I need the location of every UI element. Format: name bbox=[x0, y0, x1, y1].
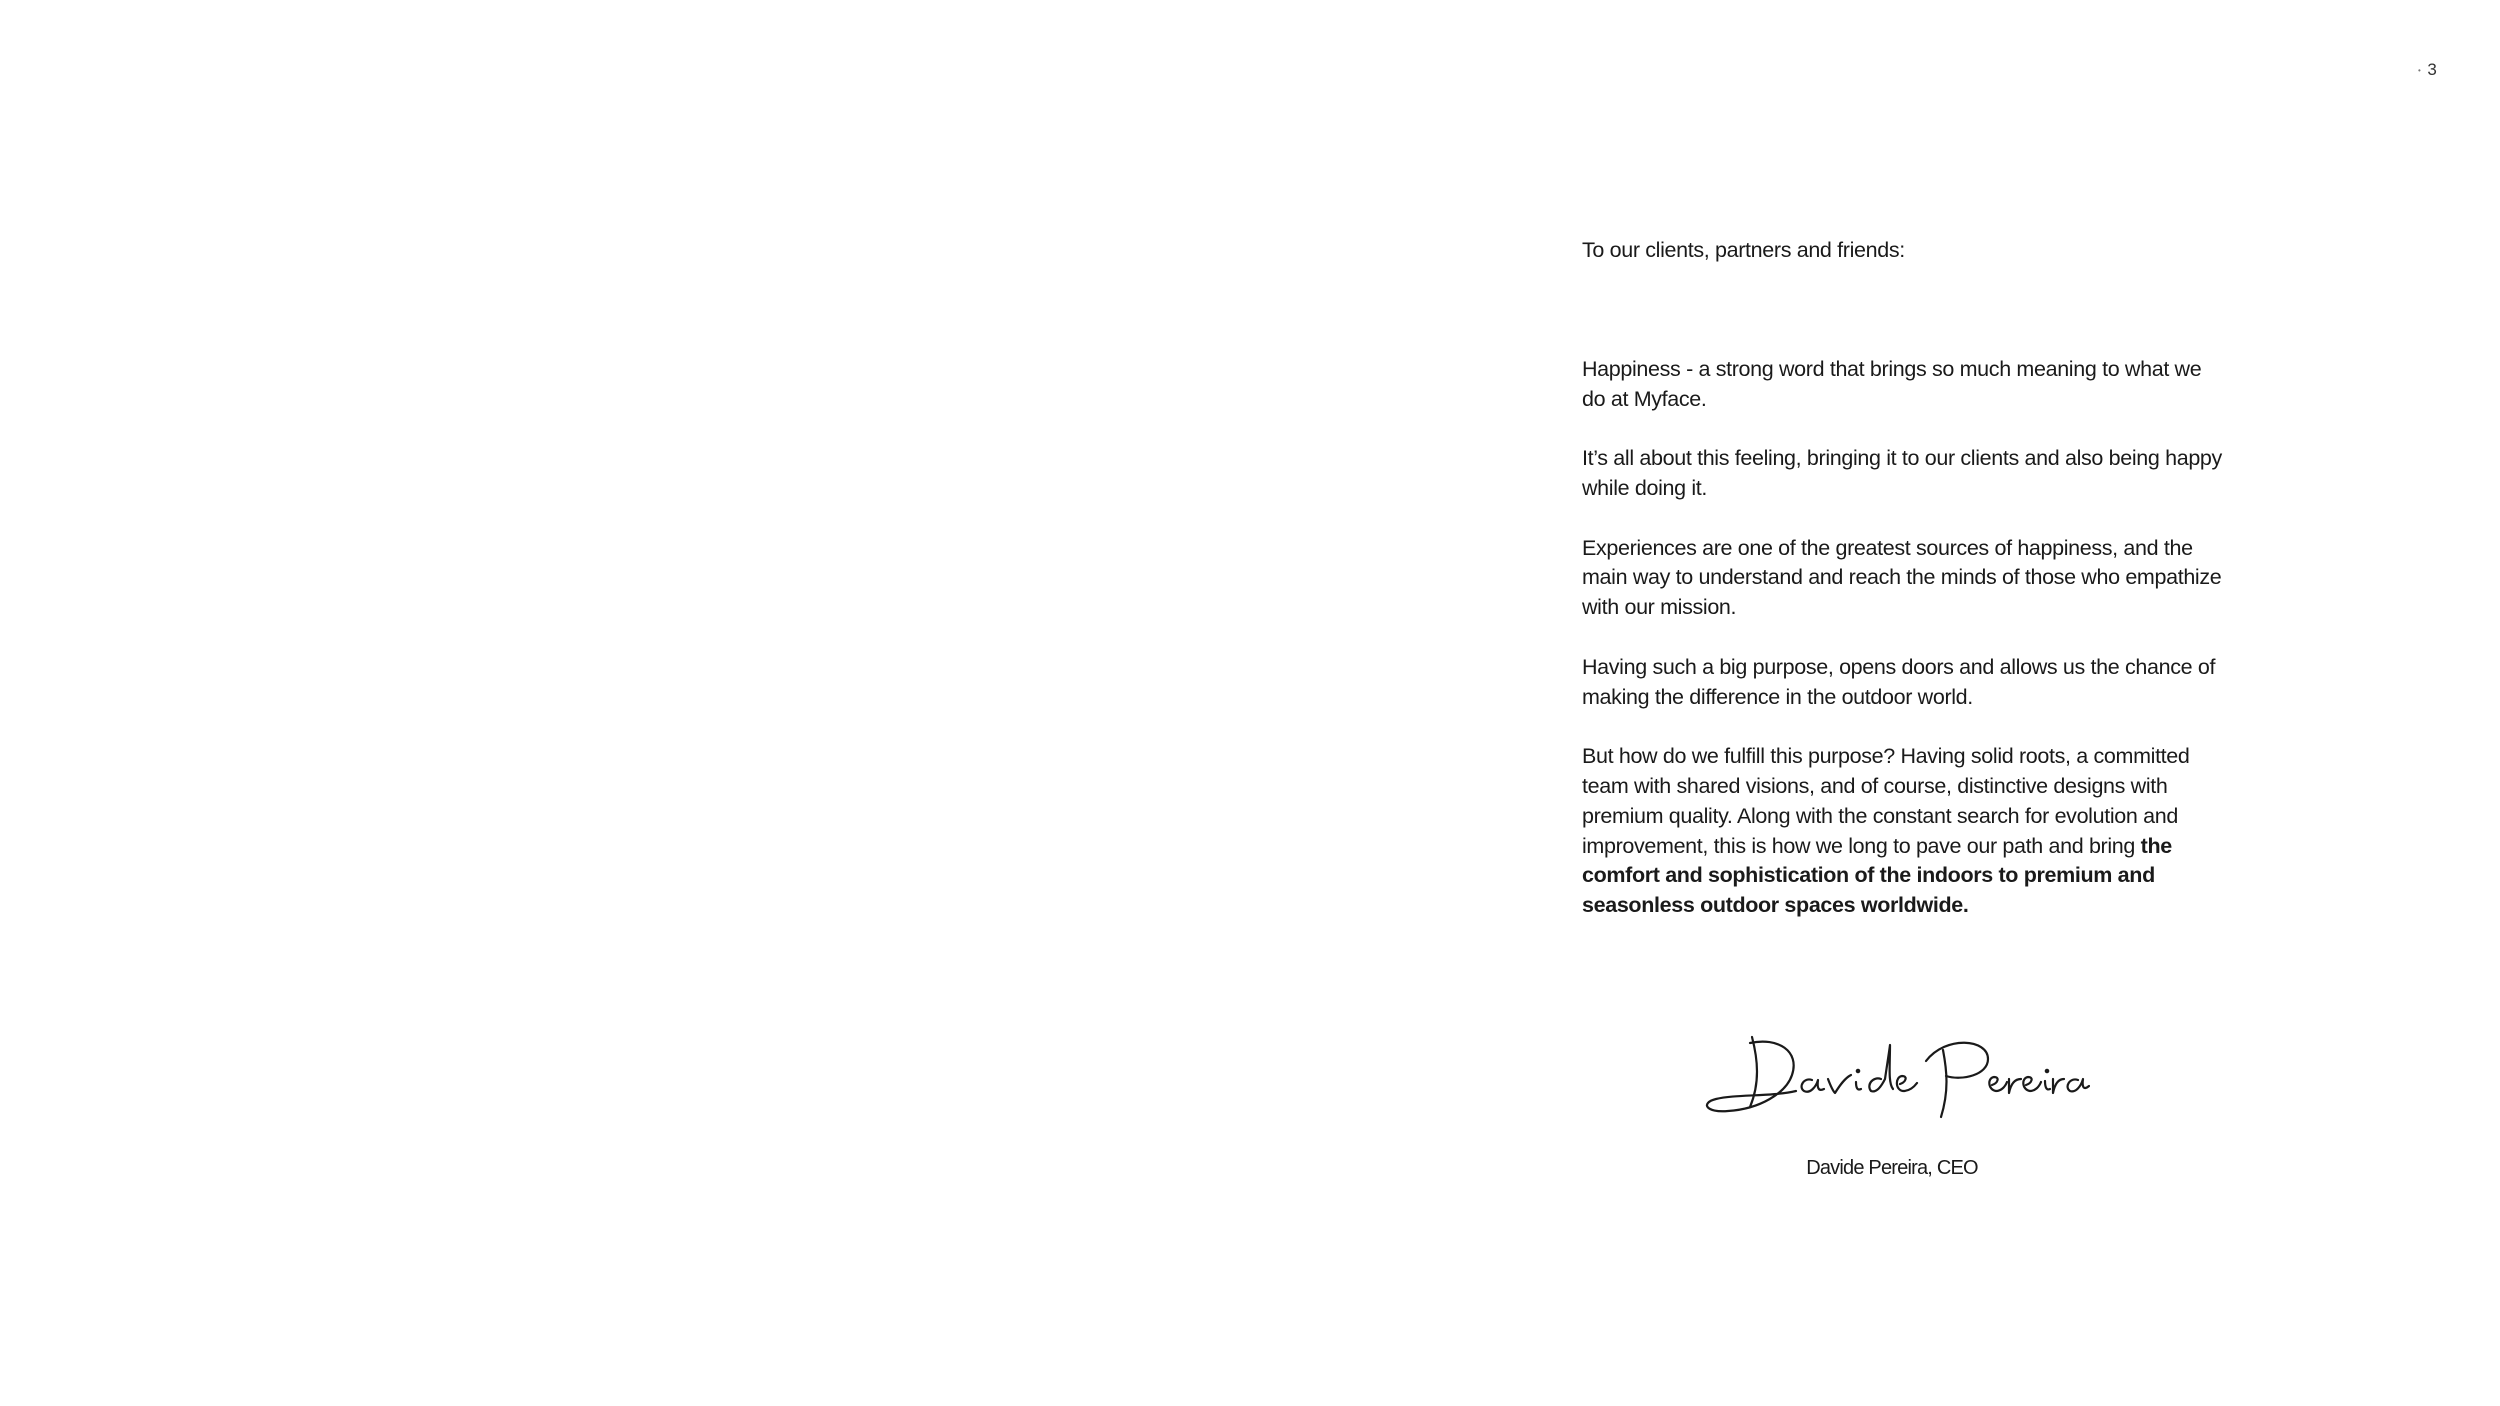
closing-paragraph-bold-text: the comfort and sophistication of the indoors to premium and seasonless outdoor spaces worldwide. bbox=[1582, 833, 2172, 918]
page-number bbox=[2418, 60, 2458, 80]
letter-salutation: To our clients, partners and friends: bbox=[1582, 238, 1905, 262]
letter-paragraph-3: Experiences are one of the greatest sources of happiness, and the main way to understand and reach the minds of those who empathize with our mission. bbox=[1582, 535, 2222, 620]
letter-body bbox=[1582, 236, 2222, 921]
letter-paragraph-4: Having such a big purpose, opens doors and allows us the chance of making the difference in the outdoor world. bbox=[1582, 654, 2216, 709]
page-number-value: 3 bbox=[2427, 60, 2438, 79]
letter-paragraph-2: It’s all about this feeling, bringing it to our clients and also being happy while doing it. bbox=[1582, 446, 2222, 500]
page-number-dot-icon: • bbox=[2418, 66, 2422, 76]
handwritten-signature bbox=[1700, 1025, 2090, 1125]
closing-paragraph-regular-text: But how do we fulfill this purpose? Having solid roots, a committed team with shared visions, and of course, distinctive designs with premium quality. Along with the constant search for evolution and improvement, this is how we long to pave our path and bring bbox=[1582, 744, 2190, 858]
signer-name-title: Davide Pereira, CEO bbox=[1806, 1157, 1978, 1179]
letter-closing-paragraph bbox=[1582, 742, 2222, 921]
letter-paragraph-1: Happiness - a strong word that brings so much meaning to what we do at Myface. bbox=[1582, 356, 2202, 411]
